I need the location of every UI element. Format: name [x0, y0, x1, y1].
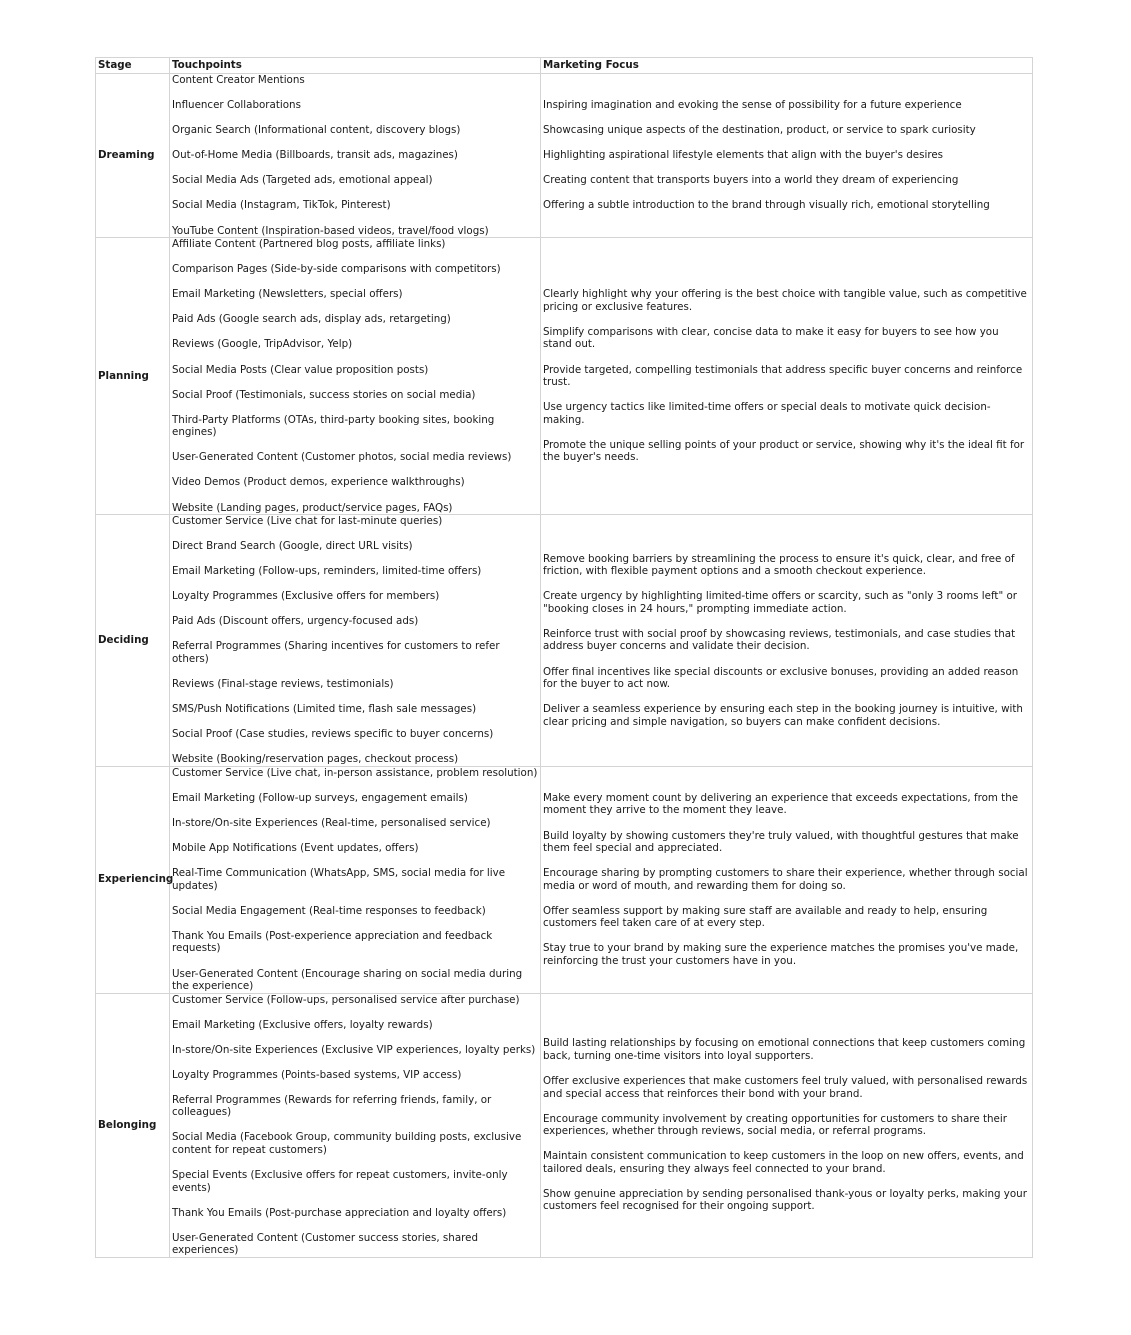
touchpoints-cell [170, 515, 541, 767]
touchpoint-item: User-Generated Content (Customer success stories, shared experiences) [172, 1231, 479, 1257]
touchpoint-item: Thank You Emails (Post-purchase appreciation and loyalty offers) [172, 1206, 507, 1219]
touchpoints-cell [170, 238, 541, 515]
focus-item: Make every moment count by delivering an experience that exceeds expectations, from the moment they arrive to the moment they leave. [543, 791, 1019, 817]
touchpoint-item: User-Generated Content (Encourage sharing on social media during the experience) [172, 967, 523, 992]
touchpoint-item: Website (Landing pages, product/service pages, FAQs) [172, 501, 453, 514]
touchpoint-item: Referral Programmes (Rewards for referring friends, family, or colleagues) [172, 1093, 492, 1119]
touchpoint-item: Email Marketing (Follow-up surveys, engagement emails) [172, 791, 468, 804]
focus-item: Highlighting aspirational lifestyle elements that align with the buyer's desires [543, 149, 944, 162]
touchpoint-item: Direct Brand Search (Google, direct URL visits) [172, 540, 413, 553]
touchpoint-item: Loyalty Programmes (Exclusive offers for members) [172, 590, 440, 603]
touchpoint-item: Thank You Emails (Post-experience appreciation and feedback requests) [172, 929, 493, 955]
touchpoint-item: Real-Time Communication (WhatsApp, SMS, social media for live updates) [172, 867, 506, 892]
touchpoint-item: Email Marketing (Newsletters, special offers) [172, 288, 403, 301]
touchpoint-item: Organic Search (Informational content, discovery blogs) [172, 124, 461, 137]
touchpoints-cell [170, 766, 541, 993]
touchpoints-cell [170, 74, 541, 238]
touchpoint-item: Affiliate Content (Partnered blog posts, affiliate links) [172, 238, 446, 251]
focus-item: Provide targeted, compelling testimonials that address specific buyer concerns and reinforce trust. [543, 363, 1023, 389]
customer-journey-table [95, 57, 1033, 1258]
focus-item: Promote the unique selling points of your product or service, showing why it's the ideal fit for the buyer's needs. [543, 438, 1025, 464]
touchpoint-item: Website (Booking/reservation pages, checkout process) [172, 753, 459, 766]
focus-item: Showcasing unique aspects of the destination, product, or service to spark curiosity [543, 124, 976, 137]
touchpoint-item: Paid Ads (Google search ads, display ads, retargeting) [172, 313, 451, 326]
stage-cell: Experiencing [96, 766, 170, 993]
touchpoint-item: Social Proof (Testimonials, success stories on social media) [172, 388, 476, 401]
touchpoint-item: Referral Programmes (Sharing incentives for customers to refer others) [172, 640, 500, 665]
touchpoint-item: Third-Party Platforms (OTAs, third-party booking sites, booking engines) [172, 413, 495, 439]
stage-cell: Deciding [96, 515, 170, 767]
table-row [96, 515, 1033, 767]
touchpoint-item: Social Media Ads (Targeted ads, emotional appeal) [172, 174, 433, 187]
table-row [96, 238, 1033, 515]
touchpoint-item: User-Generated Content (Customer photos, social media reviews) [172, 451, 512, 464]
header-touchpoints: Touchpoints [170, 58, 541, 74]
touchpoint-item: In-store/On-site Experiences (Exclusive VIP experiences, loyalty perks) [172, 1043, 536, 1056]
touchpoint-item: Email Marketing (Follow-ups, reminders, limited-time offers) [172, 565, 482, 578]
table-body [96, 74, 1033, 1258]
header-stage: Stage [96, 58, 170, 74]
marketing-focus-cell [541, 766, 1033, 993]
touchpoint-item: Content Creator Mentions [172, 74, 305, 86]
table-row [96, 993, 1033, 1257]
touchpoint-item: Social Media Engagement (Real-time responses to feedback) [172, 904, 486, 917]
focus-item: Remove booking barriers by streamlining the process to ensure it's quick, clear, and free of friction, with flexible payment options and a smooth checkout experience. [543, 552, 1015, 578]
marketing-focus-cell [541, 238, 1033, 515]
touchpoint-item: Customer Service (Live chat, in-person assistance, problem resolution) [172, 766, 538, 779]
touchpoint-item: Social Media (Facebook Group, community building posts, exclusive content for repeat customers) [172, 1131, 522, 1156]
focus-item: Encourage community involvement by creating opportunities for customers to share their experiences, whether through reviews, social media, or referral programs. [543, 1112, 1007, 1138]
touchpoint-item: Social Media Posts (Clear value proposition posts) [172, 363, 429, 376]
touchpoint-item: Customer Service (Live chat for last-minute queries) [172, 515, 443, 527]
focus-item: Create urgency by highlighting limited-time offers or scarcity, such as "only 3 rooms left" or "booking closes in 24 hours," prompting immediate action. [543, 590, 1017, 615]
focus-item: Maintain consistent communication to keep customers in the loop on new offers, events, and tailored deals, ensuring they always feel connected to your brand. [543, 1150, 1024, 1175]
stage-cell: Dreaming [96, 74, 170, 238]
focus-item: Clearly highlight why your offering is the best choice with tangible value, such as competitive pricing or exclusive features. [543, 288, 1027, 313]
table-row [96, 766, 1033, 993]
header-marketing-focus: Marketing Focus [541, 58, 1033, 74]
touchpoint-item: Social Media (Instagram, TikTok, Pinterest) [172, 199, 391, 212]
focus-item: Encourage sharing by prompting customers to share their experience, whether through social media or word of mouth, and rewarding them for doing so. [543, 867, 1028, 892]
focus-item: Deliver a seamless experience by ensuring each step in the booking journey is intuitive, with clear pricing and simple navigation, so buyers can make confident decisions. [543, 703, 1023, 728]
touchpoint-item: Loyalty Programmes (Points-based systems, VIP access) [172, 1068, 462, 1081]
touchpoint-item: Video Demos (Product demos, experience walkthroughs) [172, 476, 465, 489]
marketing-focus-cell [541, 993, 1033, 1257]
touchpoint-item: Reviews (Google, TripAdvisor, Yelp) [172, 338, 353, 351]
focus-item: Use urgency tactics like limited-time offers or special deals to motivate quick decision-making. [543, 401, 991, 426]
focus-item: Offer exclusive experiences that make customers feel truly valued, with personalised rewards and special access that reinforces their bond with your brand. [543, 1075, 1028, 1100]
header-row [96, 58, 1033, 74]
focus-item: Offering a subtle introduction to the brand through visually rich, emotional storytelling [543, 199, 990, 212]
touchpoint-item: Influencer Collaborations [172, 99, 301, 112]
touchpoint-item: Reviews (Final-stage reviews, testimonials) [172, 678, 394, 691]
touchpoint-item: Special Events (Exclusive offers for repeat customers, invite-only events) [172, 1169, 508, 1194]
marketing-focus-cell [541, 515, 1033, 767]
focus-item: Offer seamless support by making sure staff are available and ready to help, ensuring customers feel taken care of at every step. [543, 904, 988, 930]
touchpoint-item: Customer Service (Follow-ups, personalised service after purchase) [172, 993, 520, 1006]
table-row [96, 74, 1033, 238]
touchpoint-item: Paid Ads (Discount offers, urgency-focused ads) [172, 615, 419, 628]
focus-item: Inspiring imagination and evoking the sense of possibility for a future experience [543, 99, 962, 112]
focus-item: Simplify comparisons with clear, concise data to make it easy for buyers to see how you stand out. [543, 325, 999, 351]
focus-item: Offer final incentives like special discounts or exclusive bonuses, providing an added reason for the buyer to act now. [543, 665, 1019, 691]
marketing-focus-cell [541, 74, 1033, 238]
focus-item: Show genuine appreciation by sending personalised thank-yous or loyalty perks, making your customers feel recognised for their ongoing support. [543, 1187, 1027, 1213]
touchpoint-item: Social Proof (Case studies, reviews specific to buyer concerns) [172, 728, 494, 741]
touchpoint-item: YouTube Content (Inspiration-based videos, travel/food vlogs) [172, 224, 489, 237]
focus-item: Creating content that transports buyers into a world they dream of experiencing [543, 174, 959, 187]
focus-item: Stay true to your brand by making sure the experience matches the promises you've made, reinforcing the trust your customers have in you. [543, 942, 1019, 967]
touchpoints-cell [170, 993, 541, 1257]
touchpoint-item: In-store/On-site Experiences (Real-time, personalised service) [172, 817, 491, 830]
stage-cell: Belonging [96, 993, 170, 1257]
touchpoint-item: Email Marketing (Exclusive offers, loyalty rewards) [172, 1018, 433, 1031]
touchpoint-item: Comparison Pages (Side-by-side comparisons with competitors) [172, 263, 501, 276]
touchpoint-item: Mobile App Notifications (Event updates, offers) [172, 842, 419, 855]
focus-item: Build loyalty by showing customers they're truly valued, with thoughtful gestures that make them feel special and appreciated. [543, 829, 1019, 855]
focus-item: Build lasting relationships by focusing on emotional connections that keep customers coming back, turning one-time visitors into loyal supporters. [543, 1037, 1026, 1062]
touchpoint-item: Out-of-Home Media (Billboards, transit ads, magazines) [172, 149, 458, 162]
focus-item: Reinforce trust with social proof by showcasing reviews, testimonials, and case studies that address buyer concerns and validate their decision. [543, 627, 1016, 653]
touchpoint-item: SMS/Push Notifications (Limited time, flash sale messages) [172, 703, 477, 716]
stage-cell: Planning [96, 238, 170, 515]
